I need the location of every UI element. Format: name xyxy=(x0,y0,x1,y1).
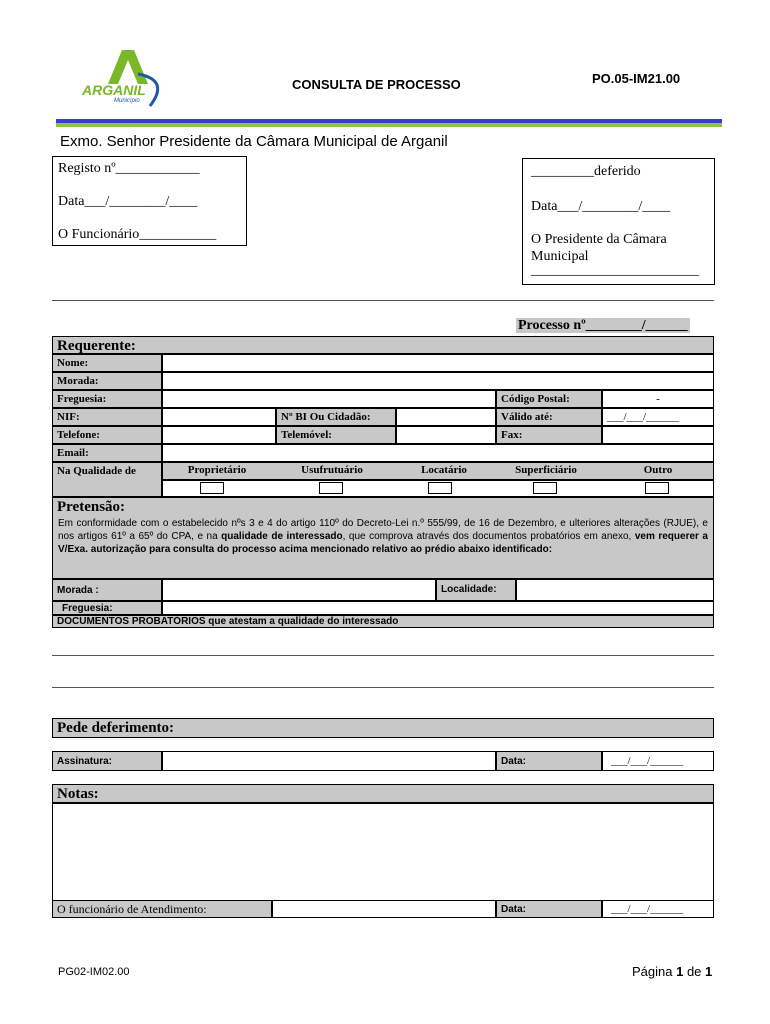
processo-field[interactable] xyxy=(516,318,690,334)
email-label: Email: xyxy=(52,444,162,462)
header-stripe-green xyxy=(56,123,722,127)
deferimento-data-input[interactable]: ___/___/______ xyxy=(602,751,714,771)
funcionario-field[interactable]: O Funcionário___________ xyxy=(58,227,217,242)
checkbox-usufrutuario[interactable] xyxy=(319,482,343,494)
codigo-postal-input[interactable]: - xyxy=(602,390,714,408)
notas-header xyxy=(52,784,714,803)
telemovel-label: Telemóvel: xyxy=(276,426,396,444)
registo-data-field[interactable]: Data___/________/____ xyxy=(58,194,198,209)
page-mid: de xyxy=(683,964,706,979)
predio-table xyxy=(52,579,714,629)
nif-input[interactable] xyxy=(162,408,276,426)
checkbox-proprietario[interactable] xyxy=(200,482,224,494)
nif-label: NIF: xyxy=(52,408,162,426)
arganil-logo xyxy=(78,44,174,110)
telefone-input[interactable] xyxy=(162,426,276,444)
telemovel-input[interactable] xyxy=(396,426,496,444)
documentos-line-1[interactable] xyxy=(52,655,714,656)
valido-input[interactable]: ___/___/______ xyxy=(602,408,714,426)
registo-box xyxy=(52,156,247,246)
page-current: 1 xyxy=(676,964,684,979)
deferimento-heading: Pede deferimento: xyxy=(57,720,175,736)
freguesia-label: Freguesia: xyxy=(52,390,162,408)
processo-label: Processo nº________/______ xyxy=(518,318,688,333)
fax-label: Fax: xyxy=(496,426,602,444)
separator-line xyxy=(52,300,714,301)
despacho-box xyxy=(522,158,715,285)
atendimento-row xyxy=(52,900,714,918)
atendimento-input[interactable] xyxy=(272,900,496,918)
option-superficiario-label: Superficiário xyxy=(515,464,577,476)
requerente-table xyxy=(52,354,714,497)
predio-freguesia-input[interactable] xyxy=(162,601,714,615)
freguesia-input[interactable] xyxy=(162,390,496,408)
option-outro-label: Outro xyxy=(643,464,673,476)
bi-input[interactable] xyxy=(396,408,496,426)
email-input[interactable] xyxy=(162,444,714,462)
predio-freguesia-label: Freguesia: xyxy=(52,601,162,615)
deferimento-header xyxy=(52,718,714,738)
documentos-label: DOCUMENTOS PROBATÓRIOS que atestam a qualidade do interessado xyxy=(52,615,714,628)
notas-heading: Notas: xyxy=(57,786,99,802)
despacho-data-field[interactable]: Data___/________/____ xyxy=(531,199,671,214)
checkbox-locatario[interactable] xyxy=(428,482,452,494)
pretensao-bold-2: vem requerer a V/Exa. autorização para consulta do processo acima mencionado relativo ao prédio abaixo identificado: xyxy=(58,531,708,555)
documentos-line-2[interactable] xyxy=(52,687,714,688)
notas-textarea[interactable] xyxy=(52,803,714,901)
pretensao-section xyxy=(52,497,714,579)
pretensao-heading: Pretensão: xyxy=(57,499,126,515)
addressee: Exmo. Senhor Presidente da Câmara Municipal de Arganil xyxy=(60,133,448,150)
notas-data-label: Data: xyxy=(496,900,602,918)
pretensao-text-2: , que comprova através dos documentos probatórios em anexo, xyxy=(342,531,635,542)
qualidade-label: Na Qualidade de xyxy=(52,462,162,497)
document-title: CONSULTA DE PROCESSO xyxy=(292,77,461,92)
footer-code: PG02-IM02.00 xyxy=(58,966,130,978)
pretensao-text-1: Em conformidade com o estabelecido nºs 3 e 4 do artigo 110º do Decreto-Lei n.º 555/99, de 16 de Dezembro, e ulteriores alterações (RJUE), e nos artigos 61º a 65º do CPA, e na xyxy=(58,518,708,542)
requerente-heading: Requerente: xyxy=(57,338,136,354)
requerente-header xyxy=(52,336,714,354)
logo-text: ARGANIL xyxy=(82,82,146,98)
predio-morada-label: Morada : xyxy=(52,579,162,601)
presidente-signature-line[interactable]: ________________________ xyxy=(531,263,699,278)
presidente-label: O Presidente da Câmara Municipal xyxy=(531,232,667,264)
document-code: PO.05-IM21.00 xyxy=(592,71,681,86)
telefone-label: Telefone: xyxy=(52,426,162,444)
localidade-label: Localidade: xyxy=(436,579,516,601)
registo-field[interactable]: Registo nº____________ xyxy=(58,161,200,176)
assinatura-label: Assinatura: xyxy=(52,751,162,771)
option-usufrutuario-label: Usufrutuário xyxy=(301,464,363,476)
atendimento-label: O funcionário de Atendimento: xyxy=(52,900,272,918)
bi-label: Nº BI Ou Cidadão: xyxy=(276,408,396,426)
option-locatario-label: Locatário xyxy=(421,464,467,476)
assinatura-row xyxy=(52,751,714,771)
checkbox-outro[interactable] xyxy=(645,482,669,494)
checkbox-superficiario[interactable] xyxy=(533,482,557,494)
codigo-postal-label: Código Postal: xyxy=(496,390,602,408)
page-total: 1 xyxy=(705,964,713,979)
localidade-input[interactable] xyxy=(516,579,714,601)
deferimento-data-label: Data: xyxy=(496,751,602,771)
page-prefix: Página xyxy=(632,964,677,979)
fax-input[interactable] xyxy=(602,426,714,444)
notas-data-input[interactable]: ___/___/______ xyxy=(602,900,714,918)
deferido-field[interactable]: _________deferido xyxy=(531,164,641,179)
pretensao-text xyxy=(58,517,708,556)
logo-subtext: Município xyxy=(114,98,140,104)
nome-label: Nome: xyxy=(52,354,162,372)
nome-input[interactable] xyxy=(162,354,714,372)
assinatura-input[interactable] xyxy=(162,751,496,771)
morada-input[interactable] xyxy=(162,372,714,390)
morada-label: Morada: xyxy=(52,372,162,390)
page-number xyxy=(632,964,712,979)
option-proprietario-label: Proprietário xyxy=(187,464,247,476)
pretensao-bold-1: qualidade de interessado xyxy=(221,531,343,542)
valido-label: Válido até: xyxy=(496,408,602,426)
predio-morada-input[interactable] xyxy=(162,579,436,601)
